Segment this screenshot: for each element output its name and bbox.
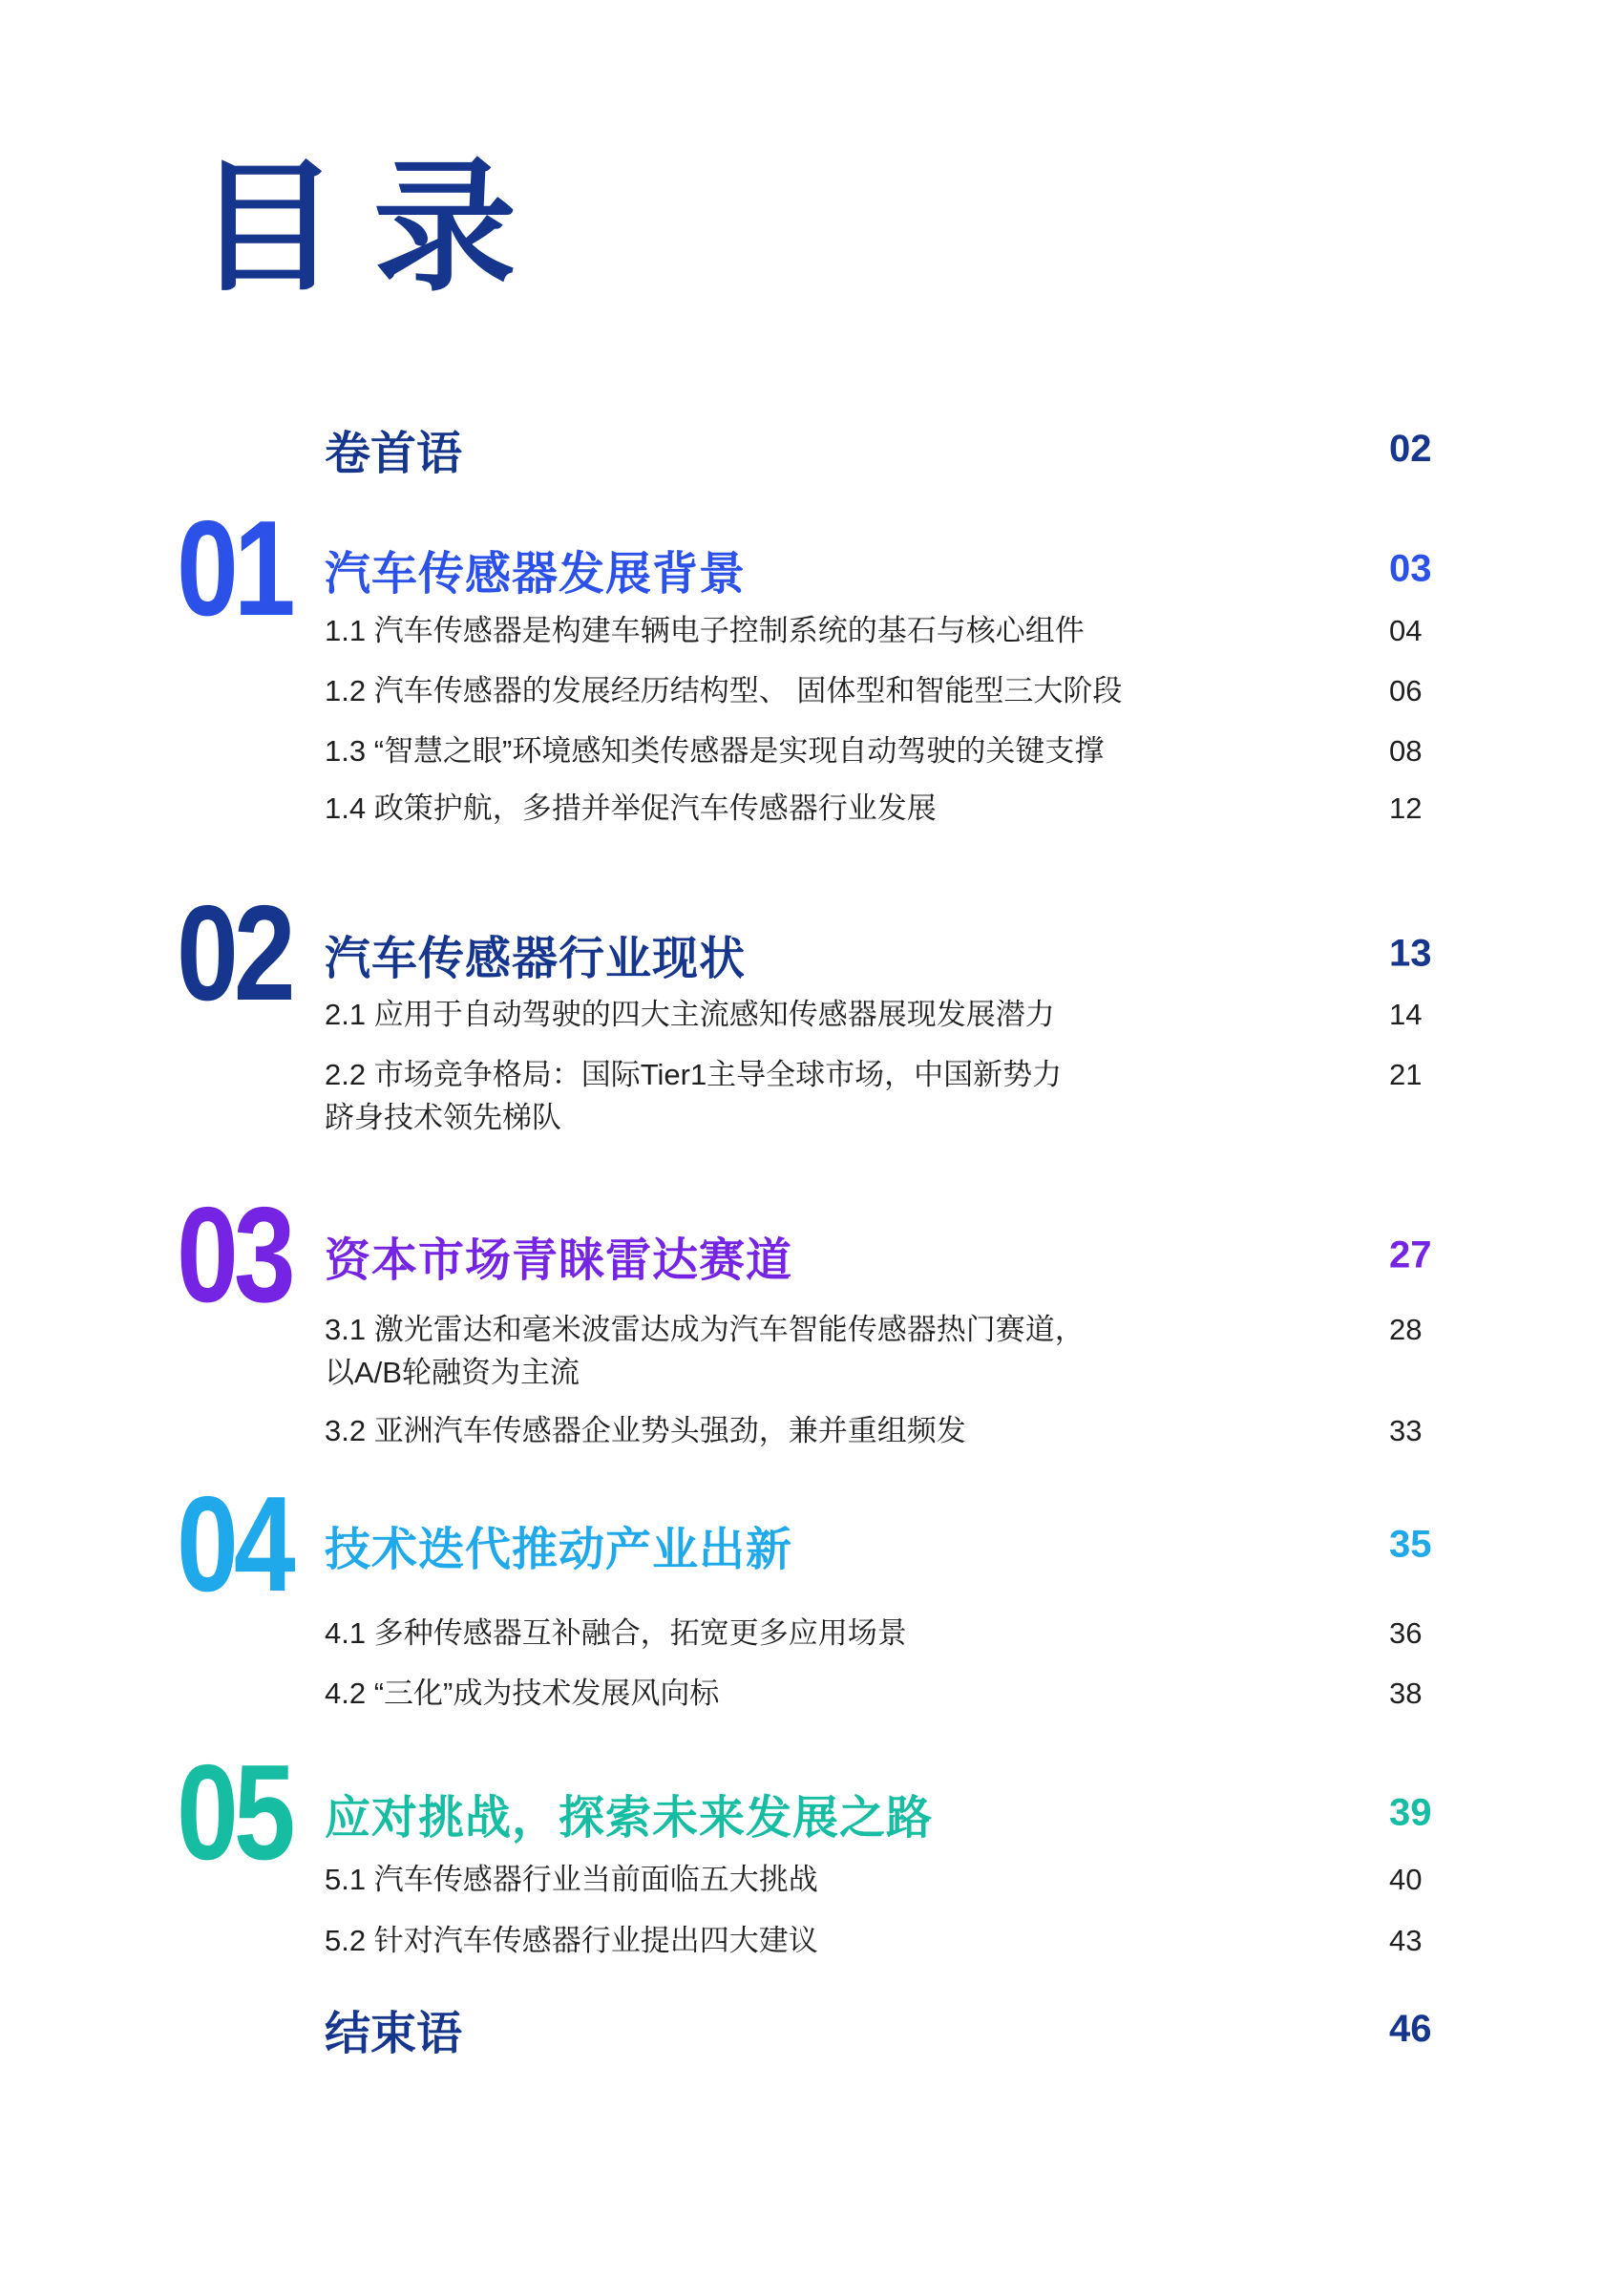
toc-entry-preface xyxy=(0,420,1624,477)
entry-4-1-page-number: 36 xyxy=(1389,1616,1423,1650)
entry-2-2-label-line2: 跻身技术领先梯队 xyxy=(325,1101,561,1134)
section-4-number: 04 xyxy=(177,1468,291,1620)
section-5-number: 05 xyxy=(177,1737,291,1888)
entry-1-2-label: 1.2 汽车传感器的发展经历结构型、 固体型和智能型三大阶段 xyxy=(325,674,1123,707)
section-1-page-number: 03 xyxy=(1389,547,1432,590)
toc-entry-2-1 xyxy=(0,993,1624,1036)
entry-2-1-label: 2.1 应用于自动驾驶的四大主流感知传感器展现发展潜力 xyxy=(325,998,1055,1031)
toc-entry-4-2 xyxy=(0,1672,1624,1715)
section-5-title: 应对挑战，探索未来发展之路 xyxy=(325,1792,934,1844)
section-2-number: 02 xyxy=(177,877,291,1029)
entry-1-4-page-number: 12 xyxy=(1389,791,1423,825)
entry-4-2-page-number: 38 xyxy=(1389,1677,1423,1710)
entry-5-1-label: 5.1 汽车传感器行业当前面临五大挑战 xyxy=(325,1863,818,1896)
toc-entry-1-2 xyxy=(0,669,1624,712)
entry-3-2-label: 3.2 亚洲汽车传感器企业势头强劲，兼并重组频发 xyxy=(325,1414,966,1447)
entry-5-1-page-number: 40 xyxy=(1389,1863,1423,1896)
entry-3-2-page-number: 33 xyxy=(1389,1414,1423,1447)
toc-entry-closing xyxy=(0,2000,1624,2057)
entry-1-2-page-number: 06 xyxy=(1389,674,1423,707)
entry-2-2-page-number: 21 xyxy=(1389,1058,1423,1091)
entry-4-1-label: 4.1 多种传感器互补融合，拓宽更多应用场景 xyxy=(325,1616,907,1650)
section-3-page-number: 27 xyxy=(1389,1234,1432,1276)
entry-1-1-page-number: 04 xyxy=(1389,614,1423,647)
toc-entry-5-2 xyxy=(0,1919,1624,1962)
entry-4-2-label: 4.2 “三化”成为技术发展风向标 xyxy=(325,1677,720,1710)
section-5-page-number: 39 xyxy=(1389,1791,1432,1834)
closing-label: 结束语 xyxy=(325,2008,463,2059)
entry-3-1-label-line2: 以A/B轮融资为主流 xyxy=(325,1356,580,1389)
entry-5-2-page-number: 43 xyxy=(1389,1924,1423,1957)
entry-2-2-label: 2.2 市场竞争格局：国际Tier1主导全球市场，中国新势力 xyxy=(325,1058,1063,1091)
entry-1-4-label: 1.4 政策护航，多措并举促汽车传感器行业发展 xyxy=(325,791,937,825)
toc-entry-4-1 xyxy=(0,1612,1624,1655)
section-2-title: 汽车传感器行业现状 xyxy=(325,933,747,984)
entry-2-1-page-number: 14 xyxy=(1389,998,1423,1031)
closing-page-number: 46 xyxy=(1389,2007,1432,2050)
entry-1-1-label: 1.1 汽车传感器是构建车辆电子控制系统的基石与核心组件 xyxy=(325,614,1085,647)
section-2-page-number: 13 xyxy=(1389,932,1432,975)
toc-entry-1-1 xyxy=(0,609,1624,652)
page-title: 目录 xyxy=(196,147,552,307)
entry-3-1-page-number: 28 xyxy=(1389,1313,1423,1346)
entry-5-2-label: 5.2 针对汽车传感器行业提出四大建议 xyxy=(325,1924,818,1957)
preface-label: 卷首语 xyxy=(325,428,463,479)
section-1-title: 汽车传感器发展背景 xyxy=(325,548,747,600)
section-1-number: 01 xyxy=(177,493,291,644)
toc-entry-1-3 xyxy=(0,729,1624,772)
section-3-number: 03 xyxy=(177,1179,291,1331)
toc-entry-5-1 xyxy=(0,1858,1624,1901)
preface-page-number: 02 xyxy=(1389,427,1432,470)
section-4-title: 技术迭代推动产业出新 xyxy=(325,1524,793,1575)
toc-entry-3-1 xyxy=(0,1308,1624,1394)
section-3-title: 资本市场青睐雷达赛道 xyxy=(325,1234,793,1286)
toc-entry-2-2 xyxy=(0,1053,1624,1139)
entry-1-3-label: 1.3 “智慧之眼”环境感知类传感器是实现自动驾驶的关键支撑 xyxy=(325,734,1105,768)
toc-entry-3-2 xyxy=(0,1409,1624,1452)
entry-3-1-label: 3.1 激光雷达和毫米波雷达成为汽车智能传感器热门赛道， xyxy=(325,1313,1085,1346)
toc-entry-1-4 xyxy=(0,787,1624,830)
toc-section-4-header xyxy=(177,1468,1624,1620)
entry-1-3-page-number: 08 xyxy=(1389,734,1423,768)
section-4-page-number: 35 xyxy=(1389,1523,1432,1566)
